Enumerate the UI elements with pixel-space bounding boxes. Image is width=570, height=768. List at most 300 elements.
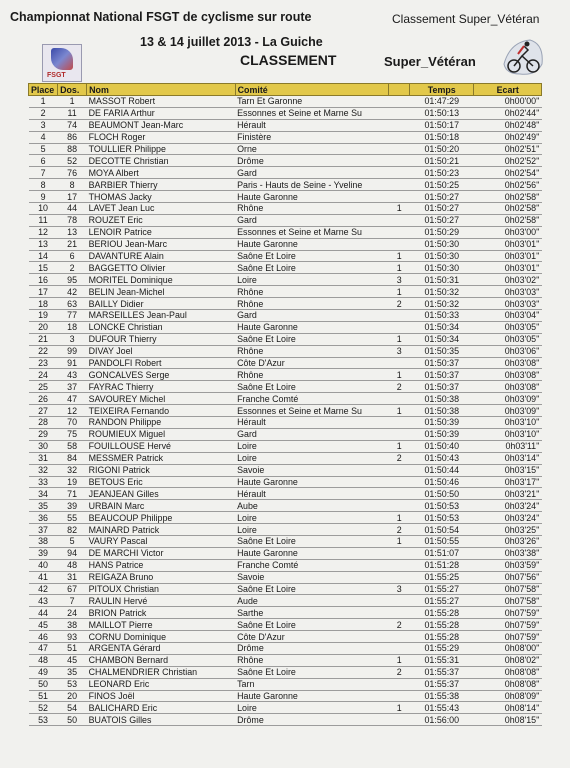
cell-temps: 01:55:25 — [410, 571, 474, 583]
cell-comite: Rhône — [235, 298, 389, 310]
cell-ecart: 0h03'03'' — [474, 298, 542, 310]
cell-temps: 01:55:28 — [410, 619, 474, 631]
cell-dos: 74 — [58, 119, 87, 131]
cell-tour — [389, 96, 410, 108]
cell-tour — [389, 238, 410, 250]
cell-comite: Hérault — [235, 119, 389, 131]
cell-nom: BALICHARD Eric — [87, 702, 236, 714]
cell-tour: 1 — [389, 440, 410, 452]
cell-temps: 01:55:38 — [410, 690, 474, 702]
cell-comite: Essonnes et Seine et Marne Su — [235, 107, 389, 119]
cell-comite: Hérault — [235, 417, 389, 429]
cell-temps: 01:55:31 — [410, 654, 474, 666]
cell-place: 34 — [29, 488, 58, 500]
table-row — [29, 678, 542, 690]
table-row — [29, 666, 542, 678]
cell-ecart: 0h03'02'' — [474, 274, 542, 286]
cell-tour: 1 — [389, 286, 410, 298]
cell-tour — [389, 155, 410, 167]
col-header-tour — [389, 84, 410, 96]
cell-ecart: 0h03'24'' — [474, 512, 542, 524]
cell-nom: BELIN Jean-Michel — [87, 286, 236, 298]
cell-nom: DAVANTURE Alain — [87, 250, 236, 262]
cell-nom: FOUILLOUSE Hervé — [87, 440, 236, 452]
cell-tour — [389, 321, 410, 333]
cell-place: 52 — [29, 702, 58, 714]
cell-place: 44 — [29, 607, 58, 619]
cell-dos: 48 — [58, 559, 87, 571]
table-row — [29, 405, 542, 417]
cell-tour — [389, 107, 410, 119]
cell-temps: 01:50:32 — [410, 298, 474, 310]
cell-dos: 43 — [58, 369, 87, 381]
cell-temps: 01:50:40 — [410, 440, 474, 452]
table-row — [29, 393, 542, 405]
cell-dos: 35 — [58, 666, 87, 678]
cell-ecart: 0h03'15'' — [474, 464, 542, 476]
cell-tour — [389, 642, 410, 654]
cell-ecart: 0h03'09'' — [474, 393, 542, 405]
cell-place: 6 — [29, 155, 58, 167]
col-header-ecart: Ecart — [474, 84, 542, 96]
cell-place: 12 — [29, 226, 58, 238]
cell-tour — [389, 595, 410, 607]
table-row — [29, 690, 542, 702]
cell-nom: BEAUMONT Jean-Marc — [87, 119, 236, 131]
cell-nom: DUFOUR Thierry — [87, 333, 236, 345]
cell-nom: BERIOU Jean-Marc — [87, 238, 236, 250]
cell-place: 40 — [29, 559, 58, 571]
cell-place: 41 — [29, 571, 58, 583]
cell-ecart: 0h07'59'' — [474, 607, 542, 619]
cell-tour: 1 — [389, 654, 410, 666]
table-row — [29, 607, 542, 619]
cell-place: 24 — [29, 369, 58, 381]
cell-tour — [389, 167, 410, 179]
cell-ecart: 0h08'15'' — [474, 714, 542, 726]
cell-dos: 17 — [58, 191, 87, 203]
cell-temps: 01:50:53 — [410, 512, 474, 524]
cell-dos: 71 — [58, 488, 87, 500]
category-heading: Super_Vétéran — [384, 54, 476, 69]
cell-place: 19 — [29, 310, 58, 322]
cell-place: 22 — [29, 345, 58, 357]
cell-nom: LONCKE Christian — [87, 321, 236, 333]
cell-place: 5 — [29, 143, 58, 155]
cell-temps: 01:50:31 — [410, 274, 474, 286]
table-row — [29, 191, 542, 203]
cell-ecart: 0h03'21'' — [474, 488, 542, 500]
cell-nom: MARSEILLES Jean-Paul — [87, 310, 236, 322]
cell-place: 14 — [29, 250, 58, 262]
cell-ecart: 0h03'59'' — [474, 559, 542, 571]
cell-ecart: 0h02'54'' — [474, 167, 542, 179]
cell-tour — [389, 714, 410, 726]
cell-place: 36 — [29, 512, 58, 524]
cell-temps: 01:51:28 — [410, 559, 474, 571]
cell-temps: 01:47:29 — [410, 96, 474, 108]
cell-ecart: 0h03'05'' — [474, 333, 542, 345]
cell-temps: 01:55:27 — [410, 583, 474, 595]
cell-nom: MESSMER Patrick — [87, 452, 236, 464]
cell-temps: 01:50:38 — [410, 393, 474, 405]
cell-nom: BRION Patrick — [87, 607, 236, 619]
cell-place: 53 — [29, 714, 58, 726]
cell-comite: Finistère — [235, 131, 389, 143]
cell-place: 15 — [29, 262, 58, 274]
classement-heading: CLASSEMENT — [240, 52, 337, 68]
cell-tour — [389, 571, 410, 583]
cell-tour: 1 — [389, 203, 410, 215]
cell-ecart: 0h08'14'' — [474, 702, 542, 714]
cell-nom: ARGENTA Gérard — [87, 642, 236, 654]
cell-temps: 01:51:07 — [410, 547, 474, 559]
cell-dos: 6 — [58, 250, 87, 262]
cell-ecart: 0h02'51'' — [474, 143, 542, 155]
cell-nom: CHALMENDRIER Christian — [87, 666, 236, 678]
cell-ecart: 0h03'08'' — [474, 369, 542, 381]
table-row — [29, 381, 542, 393]
cell-dos: 76 — [58, 167, 87, 179]
cell-ecart: 0h02'58'' — [474, 191, 542, 203]
cell-temps: 01:55:27 — [410, 595, 474, 607]
cell-tour: 1 — [389, 333, 410, 345]
cell-ecart: 0h07'58'' — [474, 595, 542, 607]
cell-ecart: 0h03'00'' — [474, 226, 542, 238]
cell-nom: FAYRAC Thierry — [87, 381, 236, 393]
cell-dos: 37 — [58, 381, 87, 393]
cell-dos: 7 — [58, 595, 87, 607]
cell-comite: Essonnes et Seine et Marne Su — [235, 226, 389, 238]
cell-dos: 93 — [58, 631, 87, 643]
table-row — [29, 571, 542, 583]
cell-comite: Saône Et Loire — [235, 262, 389, 274]
cell-tour: 1 — [389, 405, 410, 417]
category-title: Classement Super_Vétéran — [392, 12, 540, 26]
table-row — [29, 524, 542, 536]
cell-tour — [389, 393, 410, 405]
cell-dos: 32 — [58, 464, 87, 476]
cell-ecart: 0h03'01'' — [474, 238, 542, 250]
cell-nom: BAILLY Didier — [87, 298, 236, 310]
cell-nom: THOMAS Jacky — [87, 191, 236, 203]
table-row — [29, 155, 542, 167]
cell-comite: Drôme — [235, 155, 389, 167]
cell-ecart: 0h00'00'' — [474, 96, 542, 108]
cell-tour — [389, 310, 410, 322]
results-table — [28, 83, 542, 726]
table-row — [29, 500, 542, 512]
cell-dos: 39 — [58, 500, 87, 512]
cell-ecart: 0h03'24'' — [474, 500, 542, 512]
cell-dos: 95 — [58, 274, 87, 286]
cyclist-icon — [500, 34, 546, 80]
cell-nom: MAINARD Patrick — [87, 524, 236, 536]
cell-nom: LEONARD Eric — [87, 678, 236, 690]
table-row — [29, 143, 542, 155]
cell-nom: GONCALVES Serge — [87, 369, 236, 381]
cell-tour: 1 — [389, 535, 410, 547]
cell-place: 33 — [29, 476, 58, 488]
cell-ecart: 0h02'49'' — [474, 131, 542, 143]
cell-dos: 8 — [58, 179, 87, 191]
cell-comite: Gard — [235, 310, 389, 322]
cell-temps: 01:50:55 — [410, 535, 474, 547]
cell-temps: 01:50:27 — [410, 191, 474, 203]
cell-tour: 1 — [389, 702, 410, 714]
cell-dos: 42 — [58, 286, 87, 298]
cell-nom: BARBIER Thierry — [87, 179, 236, 191]
cell-place: 45 — [29, 619, 58, 631]
cell-temps: 01:50:37 — [410, 369, 474, 381]
col-header-temps: Temps — [410, 84, 474, 96]
table-row — [29, 369, 542, 381]
cell-place: 1 — [29, 96, 58, 108]
cell-nom: MORITEL Dominique — [87, 274, 236, 286]
cell-nom: PITOUX Christian — [87, 583, 236, 595]
cell-place: 21 — [29, 333, 58, 345]
cell-tour — [389, 428, 410, 440]
cell-dos: 12 — [58, 405, 87, 417]
table-row — [29, 131, 542, 143]
cell-nom: MASSOT Robert — [87, 96, 236, 108]
cell-nom: HANS Patrice — [87, 559, 236, 571]
cell-tour: 1 — [389, 512, 410, 524]
cell-comite: Drôme — [235, 642, 389, 654]
cell-place: 48 — [29, 654, 58, 666]
cell-comite: Loire — [235, 702, 389, 714]
cell-tour — [389, 143, 410, 155]
cell-dos: 45 — [58, 654, 87, 666]
table-row — [29, 96, 542, 108]
cell-ecart: 0h03'25'' — [474, 524, 542, 536]
cell-place: 3 — [29, 119, 58, 131]
cell-nom: FLOCH Roger — [87, 131, 236, 143]
cell-temps: 01:50:34 — [410, 333, 474, 345]
cell-dos: 67 — [58, 583, 87, 595]
cell-dos: 2 — [58, 262, 87, 274]
cell-tour — [389, 559, 410, 571]
cell-dos: 84 — [58, 452, 87, 464]
cell-place: 4 — [29, 131, 58, 143]
cell-dos: 91 — [58, 357, 87, 369]
cell-temps: 01:50:39 — [410, 417, 474, 429]
cell-ecart: 0h02'56'' — [474, 179, 542, 191]
cell-nom: VAURY Pascal — [87, 535, 236, 547]
cell-comite: Saône Et Loire — [235, 250, 389, 262]
cell-comite: Rhône — [235, 369, 389, 381]
cell-comite: Côte D'Azur — [235, 631, 389, 643]
cell-comite: Tarn — [235, 678, 389, 690]
cell-comite: Savoie — [235, 464, 389, 476]
cell-place: 25 — [29, 381, 58, 393]
col-header-nom: Nom — [87, 84, 236, 96]
cell-comite: Saône Et Loire — [235, 666, 389, 678]
cell-comite: Franche Comté — [235, 393, 389, 405]
cell-tour — [389, 191, 410, 203]
cell-ecart: 0h08'02'' — [474, 654, 542, 666]
cell-temps: 01:50:30 — [410, 262, 474, 274]
cell-comite: Rhône — [235, 203, 389, 215]
cell-comite: Aube — [235, 500, 389, 512]
cell-temps: 01:50:25 — [410, 179, 474, 191]
cell-dos: 47 — [58, 393, 87, 405]
table-row — [29, 535, 542, 547]
cell-nom: BUATOIS Gilles — [87, 714, 236, 726]
cell-comite: Saône Et Loire — [235, 583, 389, 595]
cell-tour — [389, 119, 410, 131]
cell-place: 2 — [29, 107, 58, 119]
cell-temps: 01:50:30 — [410, 238, 474, 250]
table-row — [29, 631, 542, 643]
cell-ecart: 0h03'26'' — [474, 535, 542, 547]
cell-nom: CHAMBON Bernard — [87, 654, 236, 666]
cell-comite: Essonnes et Seine et Marne Su — [235, 405, 389, 417]
cell-dos: 50 — [58, 714, 87, 726]
cell-temps: 01:50:27 — [410, 203, 474, 215]
table-row — [29, 214, 542, 226]
cell-temps: 01:50:37 — [410, 381, 474, 393]
cell-ecart: 0h08'00'' — [474, 642, 542, 654]
col-header-dos: Dos. — [58, 84, 87, 96]
cell-temps: 01:50:35 — [410, 345, 474, 357]
cell-ecart: 0h02'58'' — [474, 214, 542, 226]
cell-ecart: 0h07'59'' — [474, 631, 542, 643]
page-title: Championnat National FSGT de cyclisme sur route — [10, 10, 312, 24]
cell-comite: Aude — [235, 595, 389, 607]
cell-place: 18 — [29, 298, 58, 310]
cell-comite: Loire — [235, 440, 389, 452]
table-row — [29, 702, 542, 714]
table-row — [29, 476, 542, 488]
cell-temps: 01:50:54 — [410, 524, 474, 536]
cell-comite: Côte D'Azur — [235, 357, 389, 369]
cell-ecart: 0h02'52'' — [474, 155, 542, 167]
cell-temps: 01:50:37 — [410, 357, 474, 369]
table-row — [29, 559, 542, 571]
table-row — [29, 417, 542, 429]
cell-comite: Haute Garonne — [235, 690, 389, 702]
cell-ecart: 0h03'01'' — [474, 250, 542, 262]
table-row — [29, 321, 542, 333]
cell-dos: 54 — [58, 702, 87, 714]
cell-tour — [389, 214, 410, 226]
cell-tour: 2 — [389, 298, 410, 310]
cell-temps: 01:50:13 — [410, 107, 474, 119]
cell-ecart: 0h03'03'' — [474, 286, 542, 298]
cell-dos: 19 — [58, 476, 87, 488]
cell-temps: 01:50:53 — [410, 500, 474, 512]
table-row — [29, 642, 542, 654]
cell-temps: 01:50:43 — [410, 452, 474, 464]
cell-nom: TEIXEIRA Fernando — [87, 405, 236, 417]
cell-dos: 70 — [58, 417, 87, 429]
cell-dos: 63 — [58, 298, 87, 310]
cell-dos: 1 — [58, 96, 87, 108]
cell-tour: 3 — [389, 345, 410, 357]
cell-ecart: 0h03'06'' — [474, 345, 542, 357]
cell-ecart: 0h02'44'' — [474, 107, 542, 119]
cell-nom: SAVOUREY Michel — [87, 393, 236, 405]
cell-ecart: 0h02'48'' — [474, 119, 542, 131]
cell-comite: Haute Garonne — [235, 476, 389, 488]
cell-temps: 01:50:50 — [410, 488, 474, 500]
table-row — [29, 167, 542, 179]
cell-nom: RIGONI Patrick — [87, 464, 236, 476]
cell-nom: MOYA Albert — [87, 167, 236, 179]
cell-dos: 18 — [58, 321, 87, 333]
cell-ecart: 0h03'10'' — [474, 428, 542, 440]
cell-dos: 77 — [58, 310, 87, 322]
table-row — [29, 107, 542, 119]
cell-dos: 38 — [58, 619, 87, 631]
cell-dos: 58 — [58, 440, 87, 452]
table-row — [29, 119, 542, 131]
cell-dos: 20 — [58, 690, 87, 702]
cell-temps: 01:50:46 — [410, 476, 474, 488]
table-row — [29, 619, 542, 631]
cell-place: 16 — [29, 274, 58, 286]
table-row — [29, 488, 542, 500]
cell-place: 32 — [29, 464, 58, 476]
table-row — [29, 238, 542, 250]
cell-tour — [389, 500, 410, 512]
cell-place: 39 — [29, 547, 58, 559]
cell-comite: Tarn Et Garonne — [235, 96, 389, 108]
cell-nom: DE MARCHI Victor — [87, 547, 236, 559]
cell-tour: 1 — [389, 262, 410, 274]
cell-tour — [389, 607, 410, 619]
table-row — [29, 512, 542, 524]
cell-tour: 2 — [389, 619, 410, 631]
cell-place: 37 — [29, 524, 58, 536]
cell-tour — [389, 690, 410, 702]
cell-dos: 24 — [58, 607, 87, 619]
cell-nom: CORNU Dominique — [87, 631, 236, 643]
cell-temps: 01:55:43 — [410, 702, 474, 714]
cell-dos: 86 — [58, 131, 87, 143]
cell-temps: 01:50:33 — [410, 310, 474, 322]
cell-place: 38 — [29, 535, 58, 547]
cell-dos: 82 — [58, 524, 87, 536]
table-row — [29, 345, 542, 357]
col-header-comite: Comité — [235, 84, 389, 96]
table-header-row — [29, 84, 542, 96]
cell-comite: Gard — [235, 428, 389, 440]
cell-dos: 13 — [58, 226, 87, 238]
cell-tour — [389, 547, 410, 559]
cell-tour — [389, 226, 410, 238]
cell-comite: Sarthe — [235, 607, 389, 619]
cell-tour — [389, 678, 410, 690]
cell-comite: Rhône — [235, 345, 389, 357]
cell-tour: 1 — [389, 369, 410, 381]
table-row — [29, 595, 542, 607]
cell-temps: 01:55:28 — [410, 607, 474, 619]
cell-tour — [389, 488, 410, 500]
cell-dos: 11 — [58, 107, 87, 119]
cell-ecart: 0h07'58'' — [474, 583, 542, 595]
table-row — [29, 654, 542, 666]
cell-tour: 3 — [389, 583, 410, 595]
cell-place: 51 — [29, 690, 58, 702]
cell-dos: 5 — [58, 535, 87, 547]
cell-temps: 01:50:29 — [410, 226, 474, 238]
cell-dos: 52 — [58, 155, 87, 167]
cell-nom: TOULLIER Philippe — [87, 143, 236, 155]
cell-ecart: 0h03'09'' — [474, 405, 542, 417]
cell-comite: Saône Et Loire — [235, 535, 389, 547]
